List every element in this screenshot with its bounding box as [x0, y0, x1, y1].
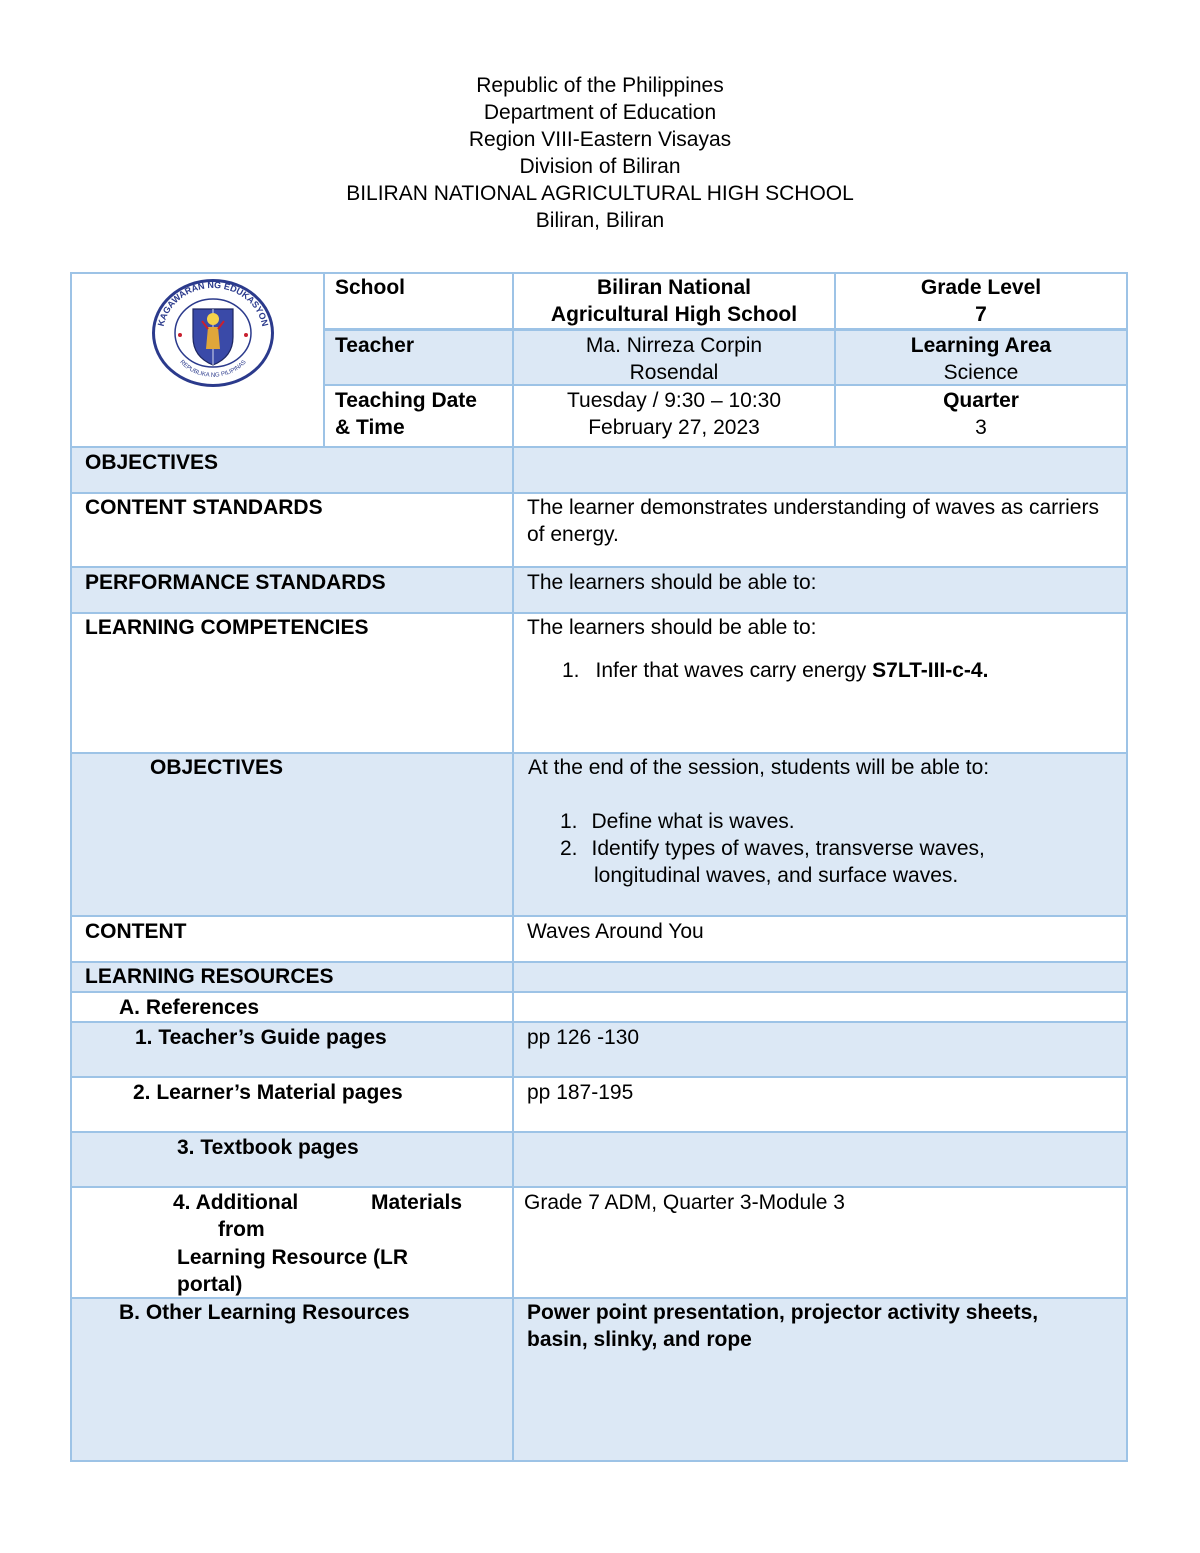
competency-text: Infer that waves carry energy [595, 659, 873, 682]
header-school: BILIRAN NATIONAL AGRICULTURAL HIGH SCHOOL [346, 182, 854, 205]
textbook-label: 3. Textbook pages [177, 1136, 359, 1159]
learning-resources-label: LEARNING RESOURCES [85, 965, 334, 988]
grade-level-label: Grade Level [920, 276, 1042, 299]
header-division: Division of Biliran [519, 155, 681, 178]
header-department: Department of Education [483, 101, 717, 124]
competencies-intro: The learners should be able to: [527, 616, 817, 639]
header-country: Republic of the Philippines [476, 74, 724, 97]
additional-materials-label-portal: portal) [177, 1273, 243, 1296]
learners-material-label: 2. Learner’s Material pages [133, 1081, 403, 1104]
teaching-date-label-line2: & Time [335, 416, 405, 439]
teachers-guide-label: 1. Teacher’s Guide pages [135, 1026, 387, 1049]
performance-standards-value: The learners should be able to: [527, 571, 817, 594]
other-resources-label: B. Other Learning Resources [119, 1301, 410, 1324]
grid-line [70, 446, 1128, 448]
objective-1-text: Define what is waves. [591, 810, 795, 833]
competency-item [562, 657, 988, 684]
grid-line [70, 1186, 1128, 1188]
grid-line [323, 272, 325, 447]
content-label: CONTENT [85, 920, 187, 943]
objective-item-1 [560, 808, 795, 835]
additional-materials-value: Grade 7 ADM, Quarter 3-Module 3 [524, 1191, 845, 1214]
objective-1-number: 1. [560, 810, 578, 833]
school-value [514, 274, 834, 328]
content-standards-label: CONTENT STANDARDS [85, 496, 323, 519]
additional-materials-label-a: 4. Additional [173, 1191, 299, 1214]
teaching-date-label-line1: Teaching Date [335, 389, 477, 412]
learners-material-value: pp 187-195 [527, 1081, 634, 1104]
learning-area-label: Learning Area [910, 334, 1052, 357]
teacher-value [514, 332, 834, 386]
other-resources-value-line1: Power point presentation, projector activity sheets, [527, 1301, 1039, 1324]
additional-materials-label-from: from [218, 1218, 265, 1241]
objective-2-number: 2. [560, 837, 578, 860]
teaching-date-value-line1: Tuesday / 9:30 – 10:30 [566, 389, 782, 412]
grade-level-value: 7 [975, 303, 987, 326]
quarter-value: 3 [975, 416, 987, 439]
objective-2-text-line1: Identify types of waves, transverse waves, [591, 837, 985, 860]
school-label: School [335, 276, 406, 299]
grid-line [70, 566, 1128, 568]
teacher-label: Teacher [335, 334, 414, 357]
teacher-value-line2: Rosendal [629, 361, 719, 384]
band-objectives-row [71, 447, 1128, 493]
additional-materials-label-b: Materials [371, 1191, 463, 1214]
deped-seal [150, 277, 276, 388]
grid-line [70, 915, 1128, 917]
teaching-date-value-line2: February 27, 2023 [588, 416, 760, 439]
table-border-left [70, 272, 72, 1462]
teaching-date-value [514, 387, 834, 441]
quarter-label: Quarter [943, 389, 1019, 412]
learning-area-value: Science [943, 361, 1019, 384]
header-location: Biliran, Biliran [535, 209, 665, 232]
teacher-value-line1: Ma. Nirreza Corpin [585, 334, 763, 357]
performance-standards-label: PERFORMANCE STANDARDS [85, 571, 386, 594]
school-value-line1: Biliran National [596, 276, 752, 299]
learning-competencies-label: LEARNING COMPETENCIES [85, 616, 369, 639]
grid-line [324, 328, 1128, 331]
table-border-bottom [70, 1460, 1128, 1462]
objectives-label: OBJECTIVES [150, 756, 284, 779]
objective-2-text-line2: longitudinal waves, and surface waves. [594, 864, 959, 887]
grid-line [70, 1076, 1128, 1078]
teachers-guide-value: pp 126 -130 [527, 1026, 640, 1049]
document-header [0, 72, 1200, 234]
teaching-date-label [335, 387, 477, 441]
grid-line [70, 1131, 1128, 1133]
seal-bottom-text: REPUBLIKA NG PILIPINAS [178, 359, 248, 379]
references-label: A. References [119, 996, 260, 1019]
grid-line [70, 991, 1128, 993]
competency-number: 1. [562, 659, 580, 682]
content-value: Waves Around You [527, 920, 704, 943]
competency-code: S7LT-III-c-4. [872, 659, 989, 682]
school-value-line2: Agricultural High School [550, 303, 798, 326]
grid-line [512, 272, 514, 1462]
content-standards-value: The learner demonstrates understanding of waves as carriers of energy. [527, 496, 1099, 546]
other-resources-value-line2: basin, slinky, and rope [527, 1328, 752, 1351]
table-border-right [1126, 272, 1128, 1462]
seal-emblem-icon [150, 277, 276, 388]
objectives-heading: OBJECTIVES [85, 451, 219, 474]
objectives-intro: At the end of the session, students will be able to: [528, 756, 990, 779]
header-region: Region VIII-Eastern Visayas [468, 128, 732, 151]
grid-line [70, 1021, 1128, 1023]
additional-materials-label-lr: Learning Resource (LR [177, 1246, 409, 1269]
seal-top-text: KAGAWARAN NG EDUKASYON [155, 279, 271, 328]
objective-item-2 [560, 835, 985, 862]
